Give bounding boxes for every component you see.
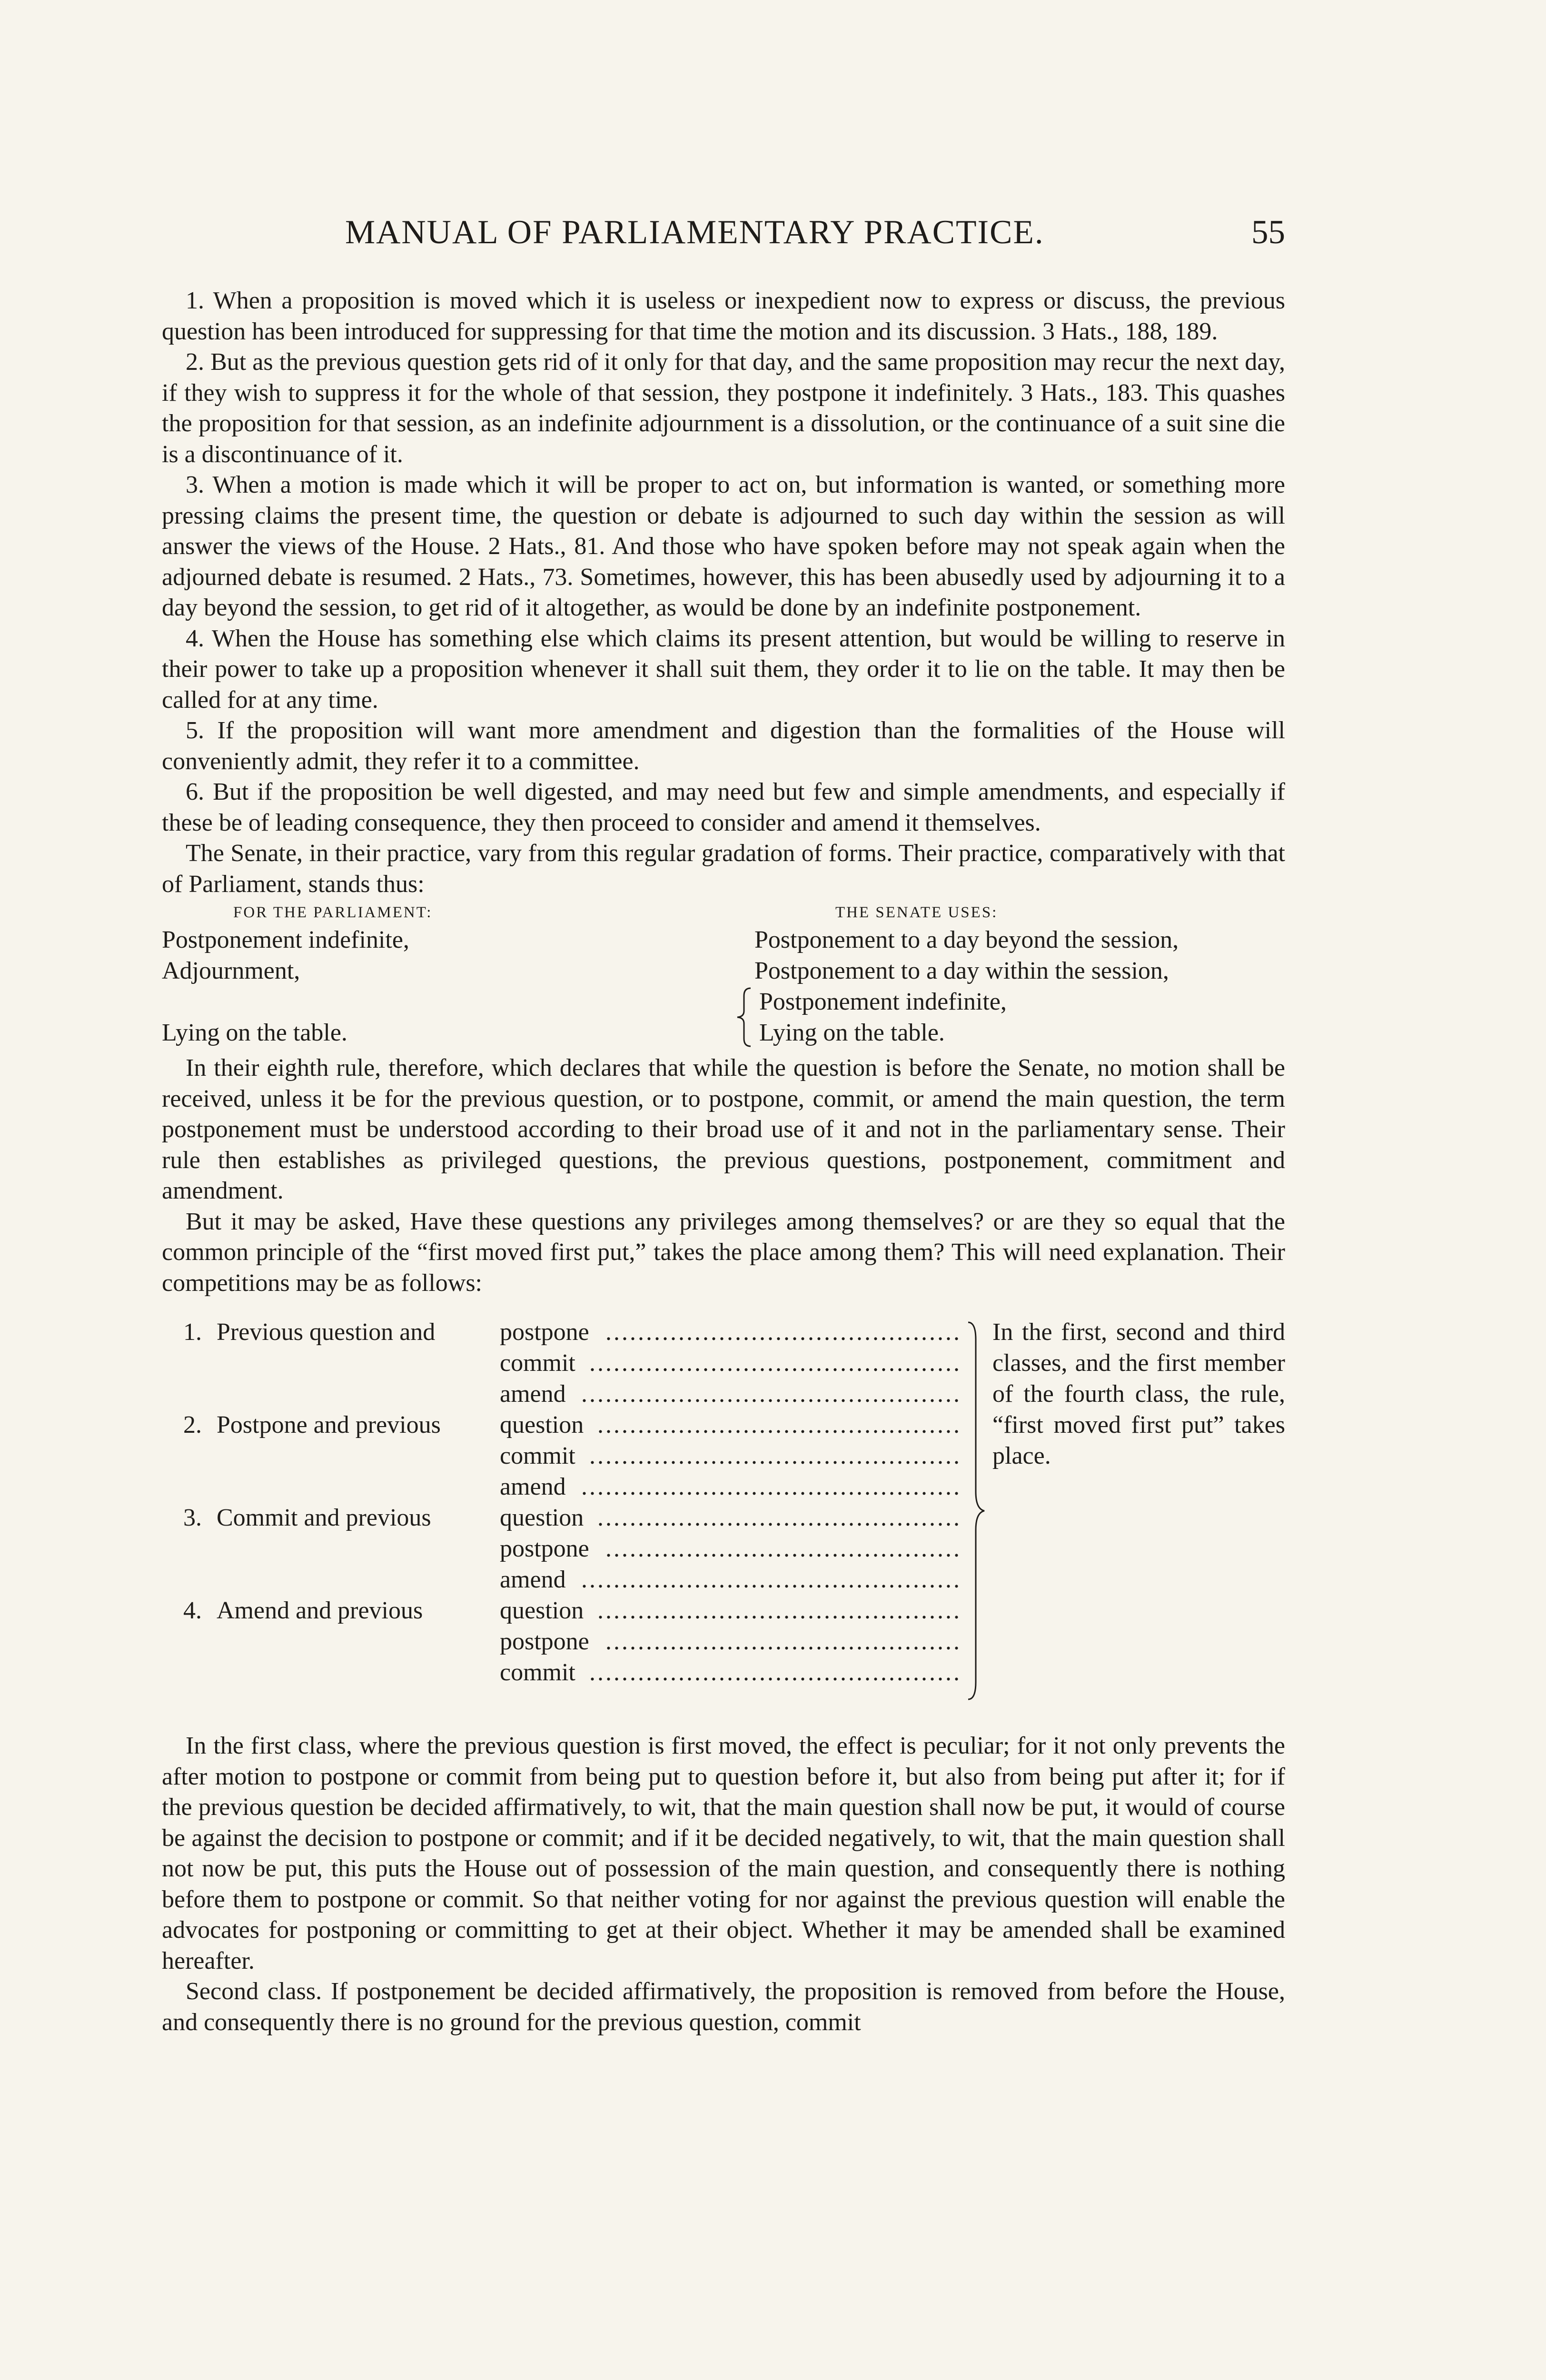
paragraph: In the first class, where the previous question is first moved, the effect is peculiar; for it not only prevents the after motion to postpone or commit from being put to question before it, but also from being put after it; for if the previous question be decided affirmatively, to wit, that the main question shall now be put, it would of course be against the decision to postpone or commit; and if it be decided negatively, to wit, that the main question shall not now be put, this puts the House out of possession of the main question, and consequently there is nothing before them to postpone or commit. So that neither voting for nor against the previous question will enable the advocates for postponing or committing to get at their object. Whether it may be amended shall be examined hereafter. xyxy=(162,1732,1285,1974)
paragraph: 5. If the proposition will want more amendment and digestion than the formalities of the House will conveniently admit, they refer it to a committee. xyxy=(162,717,1285,775)
competition-row xyxy=(162,1471,961,1502)
senate-column xyxy=(754,901,1288,1048)
leader-dots: .............................................. xyxy=(589,1442,961,1469)
competition-number: 4. xyxy=(183,1597,202,1624)
parliament-item: Postponement indefinite, xyxy=(162,926,409,953)
parliament-item: Lying on the table. xyxy=(162,1019,347,1046)
leader-dots: ............................................... xyxy=(581,1473,961,1500)
parliament-column xyxy=(162,901,733,1048)
leader-dots: ............................................. xyxy=(597,1504,961,1531)
page-body xyxy=(162,286,1285,2038)
leader-dots: ............................................ xyxy=(605,1628,961,1655)
paragraph: In their eighth rule, therefore, which declares that while the question is before the Senate, no motion shall be received, unless it be for the previous question, or to postpone, commit, or amend the main question, the term postponement must be understood according to their broad use of it and not in the parliamentary sense. Their rule then establishes as privileged questions, the previous questions, postponement, commitment and amendment. xyxy=(162,1054,1285,1204)
competition-row xyxy=(162,1440,961,1471)
competition-row xyxy=(162,1317,961,1348)
senate-bracketed-items xyxy=(754,986,1288,1048)
left-brace-icon xyxy=(734,986,753,1048)
parliament-heading: FOR THE PARLIAMENT: xyxy=(233,904,433,921)
senate-item: Lying on the table. xyxy=(759,1019,945,1046)
competition-item: commit xyxy=(500,1349,575,1377)
competition-row xyxy=(162,1409,961,1440)
competition-row xyxy=(162,1348,961,1378)
competition-item: amend xyxy=(500,1380,566,1408)
leader-dots: ............................................. xyxy=(597,1411,961,1438)
leader-dots: ............................................. xyxy=(597,1597,961,1624)
paragraph: But it may be asked, Have these questions any privileges among themselves? or are they so equal that the common principle of the “first moved first put,” takes the place among them? This will need explanation. Their competitions may be as follows: xyxy=(162,1208,1285,1297)
competition-item: amend xyxy=(500,1566,566,1593)
competitions-note: In the first, second and third classes, and the first member of the fourth class, the rule, “first moved first put” takes place. xyxy=(992,1319,1285,1469)
competition-number: 1. xyxy=(183,1319,202,1346)
paragraph: 1. When a proposition is moved which it is useless or inexpedient now to express or discuss, the previous question has been introduced for suppressing for that time the motion and its discussion. 3 Hats., 188, 189. xyxy=(162,287,1285,345)
competition-item: amend xyxy=(500,1473,566,1500)
competition-row xyxy=(162,1378,961,1409)
competition-row xyxy=(162,1626,961,1657)
competition-row xyxy=(162,1595,961,1626)
parliament-senate-comparison xyxy=(162,901,1285,1053)
leader-dots: ............................................... xyxy=(581,1566,961,1593)
competitions-rows xyxy=(162,1317,961,1688)
paragraph: The Senate, in their practice, vary from this regular gradation of forms. Their practice, comparatively with that of Parliament, stands thus: xyxy=(162,840,1285,898)
leader-dots: ............................................ xyxy=(605,1535,961,1562)
competition-item: commit xyxy=(500,1442,575,1469)
competitions-table xyxy=(162,1317,1285,1731)
page-number: 55 xyxy=(1251,214,1285,251)
competition-row xyxy=(162,1533,961,1564)
senate-item: Postponement to a day within the session, xyxy=(754,957,1169,984)
leader-dots: .............................................. xyxy=(589,1349,961,1377)
competition-item: commit xyxy=(500,1659,575,1686)
competition-lead: Previous question and xyxy=(217,1319,436,1346)
competition-row xyxy=(162,1564,961,1595)
competition-lead: Commit and previous xyxy=(217,1504,431,1531)
competition-lead: Amend and previous xyxy=(217,1597,423,1624)
competition-item: question xyxy=(500,1504,584,1531)
competition-item: question xyxy=(500,1411,584,1438)
senate-item: Postponement to a day beyond the session, xyxy=(754,926,1179,953)
leader-dots: ............................................... xyxy=(581,1380,961,1408)
competition-lead: Postpone and previous xyxy=(217,1411,441,1438)
competition-item: question xyxy=(500,1597,584,1624)
leader-dots: ............................................ xyxy=(605,1319,961,1346)
paragraph: 6. But if the proposition be well digested, and may need but few and simple amendments, and especially if these be of leading consequence, they then proceed to consider and amend it themselves. xyxy=(162,778,1285,836)
competition-item: postpone xyxy=(500,1628,589,1655)
competition-number: 2. xyxy=(183,1411,202,1438)
competition-item: postpone xyxy=(500,1535,589,1562)
competition-row xyxy=(162,1502,961,1533)
paragraph: 3. When a motion is made which it will be proper to act on, but information is wanted, or something more pressing claims the present time, the question or debate is adjourned to such day within the session as will answer the views of the House. 2 Hats., 81. And those who have spoken before may not speak again when the adjourned debate is resumed. 2 Hats., 73. Sometimes, however, this has been abusedly used by adjourning it to a day beyond the session, to get rid of it altogether, as would be done by an indefinite postponement. xyxy=(162,471,1285,621)
running-title: MANUAL OF PARLIAMENTARY PRACTICE. xyxy=(345,214,1044,251)
paragraph: 2. But as the previous question gets rid of it only for that day, and the same proposition may recur the next day, if they wish to suppress it for the whole of that session, they postpone it indefinitely. 3 Hats., 183. This quashes the proposition for that session, as an indefinite adjournment is a dissolution, or the continuance of a suit sine die is a discontinuance of it. xyxy=(162,348,1285,468)
paragraph: 4. When the House has something else which claims its present attention, but would be willing to reserve in their power to take up a proposition whenever it shall suit them, they order it to lie on the table. It may then be called for at any time. xyxy=(162,625,1285,714)
right-brace-icon xyxy=(965,1320,987,1701)
senate-item: Postponement indefinite, xyxy=(759,988,1007,1015)
paragraph: Second class. If postponement be decided affirmatively, the proposition is removed from before the House, and consequently there is no ground for the previous question, commit xyxy=(162,1978,1285,2036)
parliament-item: Adjournment, xyxy=(162,957,300,984)
competition-number: 3. xyxy=(183,1504,202,1531)
page-header xyxy=(162,213,1285,256)
leader-dots: .............................................. xyxy=(589,1659,961,1686)
competition-item: postpone xyxy=(500,1319,589,1346)
competition-row xyxy=(162,1657,961,1688)
senate-heading: THE SENATE USES: xyxy=(835,904,998,921)
